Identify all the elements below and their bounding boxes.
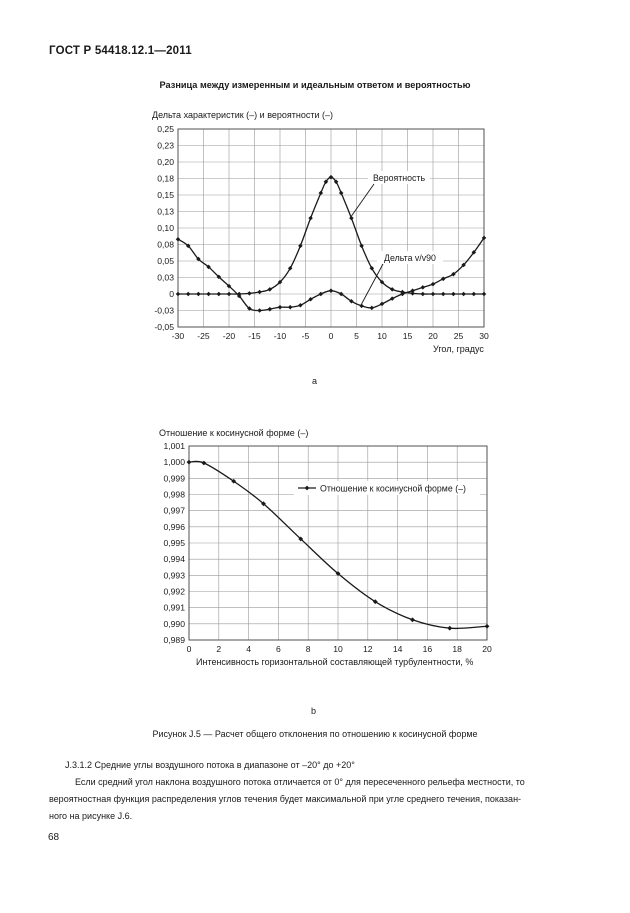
- y-tick-label: -0,03: [154, 305, 174, 316]
- x-tick-label: 10: [333, 644, 343, 654]
- y-tick-label: -0,05: [154, 322, 174, 332]
- data-point: [447, 626, 452, 631]
- y-tick-label: 1,001: [163, 441, 185, 451]
- y-tick-label: 0,23: [157, 140, 174, 151]
- figure-caption: Рисунок J.5 — Расчет общего отклонения по отношению к косинусной форме: [152, 729, 478, 739]
- x-tick-label: 30: [479, 331, 489, 341]
- chart-b-xlabel: Интенсивность горизонтальной составляющей турбулентности, %: [196, 657, 474, 667]
- chart-b-ylabel: Отношение к косинусной форме (–): [159, 428, 309, 438]
- x-tick-label: 14: [392, 644, 403, 654]
- y-tick-label: 0,989: [163, 635, 185, 645]
- y-tick-label: 0,996: [163, 521, 185, 532]
- x-tick-label: 18: [452, 644, 462, 654]
- y-tick-label: 0: [169, 289, 174, 299]
- x-tick-label: 0: [328, 331, 334, 341]
- y-tick-label: 0,993: [163, 570, 185, 581]
- y-tick-label: 0,05: [157, 256, 174, 266]
- x-tick-label: 10: [377, 331, 387, 341]
- chart-a-xlabel: Угол, градус: [433, 344, 484, 354]
- x-tick-label: 15: [402, 331, 413, 341]
- chart-a-title: Разница между измеренным и идеальным ответом и вероятностью: [159, 80, 471, 90]
- y-tick-label: 0,25: [157, 124, 174, 134]
- x-tick-label: 12: [363, 644, 373, 654]
- data-point: [410, 617, 415, 622]
- y-tick-label: 0,13: [157, 206, 174, 217]
- figure-b-label: b: [311, 706, 317, 716]
- x-tick-label: -20: [222, 331, 236, 341]
- paragraph-line-1: Если средний угол наклона воздушного потока отличается от 0° для пересеченного рельефа местности, то: [75, 777, 525, 787]
- x-tick-label: -30: [171, 331, 185, 341]
- x-tick-label: 16: [422, 644, 433, 654]
- paragraph-line-2: вероятностная функция распределения углов течения будет максимальной при угле среднего течения, показан-: [49, 794, 522, 804]
- x-tick-label: 8: [305, 644, 311, 654]
- y-tick-label: 0,08: [157, 239, 174, 250]
- data-point: [485, 624, 490, 629]
- x-tick-label: 5: [354, 331, 359, 341]
- y-tick-label: 0,991: [163, 602, 185, 613]
- annotation-delta: Дельта v/v90: [384, 253, 436, 263]
- y-tick-label: 0,999: [163, 473, 185, 484]
- data-point: [187, 460, 192, 465]
- x-tick-label: 2: [216, 644, 222, 654]
- x-tick-label: -10: [273, 331, 287, 341]
- document-id: ГОСТ Р 54418.12.1—2011: [49, 45, 192, 57]
- y-tick-label: 0,03: [157, 272, 174, 283]
- y-tick-label: 0,997: [163, 505, 185, 516]
- y-tick-label: 0,18: [157, 173, 174, 184]
- x-tick-label: 25: [453, 331, 464, 341]
- y-tick-label: 1,000: [163, 457, 185, 468]
- y-tick-label: 0,995: [163, 538, 185, 548]
- y-tick-label: 0,990: [163, 618, 185, 629]
- x-tick-label: 20: [482, 644, 492, 654]
- data-point: [201, 461, 206, 466]
- x-tick-label: 6: [276, 644, 281, 654]
- x-tick-label: -25: [197, 331, 210, 341]
- annotation-probability: Вероятность: [372, 173, 426, 183]
- legend-label: Отношение к косинусной форме (–): [320, 483, 466, 494]
- page-number: 68: [48, 832, 60, 843]
- section-heading: J.3.1.2 Средние углы воздушного потока в диапазоне от –20° до +20°: [65, 760, 355, 770]
- y-tick-label: 0,992: [163, 586, 185, 597]
- x-tick-label: 4: [246, 644, 251, 654]
- x-tick-label: -5: [301, 331, 310, 341]
- paragraph-line-3: ного на рисунке J.6.: [49, 811, 133, 821]
- x-tick-label: -15: [248, 331, 261, 341]
- figure-a-label: a: [312, 376, 318, 386]
- x-tick-label: 0: [186, 644, 192, 654]
- y-tick-label: 0,20: [157, 157, 174, 167]
- y-tick-label: 0,10: [157, 223, 174, 233]
- chart-a-ylabel: Дельта характеристик (–) и вероятности (–): [152, 110, 334, 120]
- y-tick-label: 0,15: [157, 190, 174, 200]
- y-tick-label: 0,994: [163, 554, 185, 565]
- x-tick-label: 20: [428, 331, 438, 341]
- y-tick-label: 0,998: [163, 489, 185, 500]
